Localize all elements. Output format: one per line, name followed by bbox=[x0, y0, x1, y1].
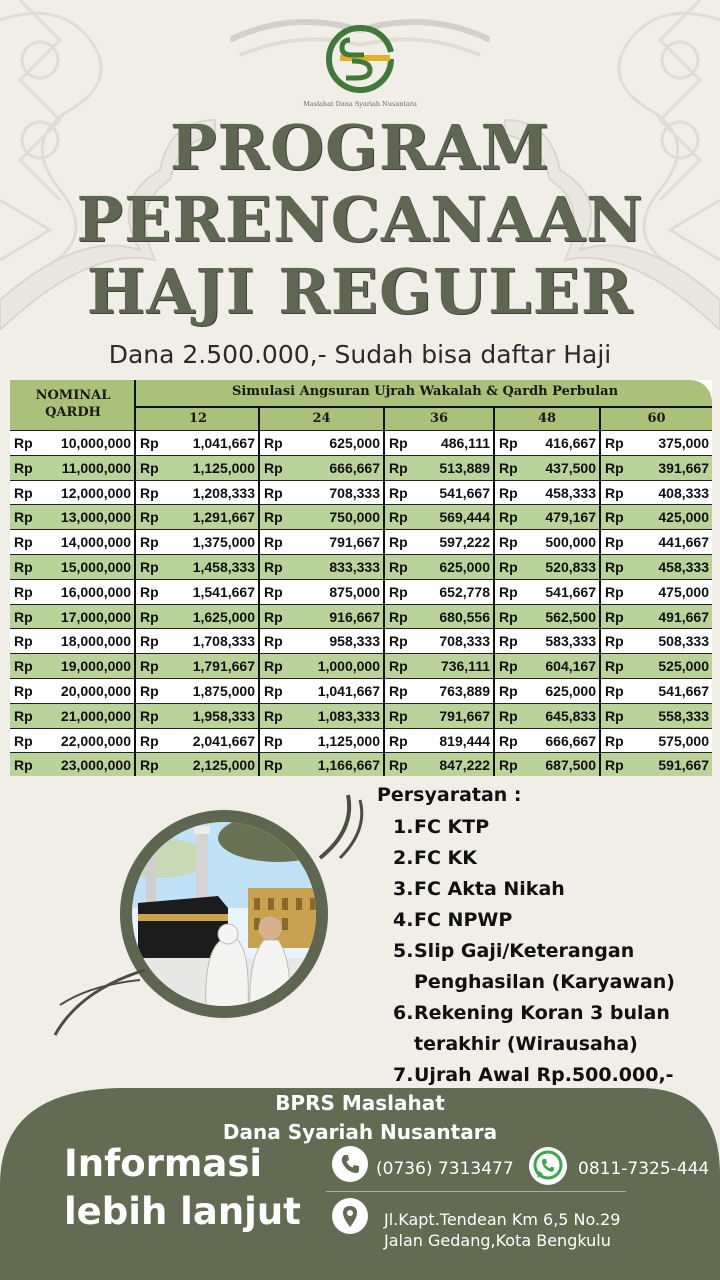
currency-label: Rp bbox=[264, 633, 283, 650]
installment-cell: 562,500 bbox=[545, 608, 596, 625]
requirement-item bbox=[393, 812, 713, 843]
currency-label: Rp bbox=[605, 633, 624, 650]
currency-label: Rp bbox=[264, 435, 283, 451]
currency-label: Rp bbox=[264, 732, 283, 749]
installment-cell: 520,833 bbox=[545, 559, 596, 575]
table-row bbox=[10, 579, 712, 604]
currency-label: Rp bbox=[14, 757, 33, 774]
column-divider bbox=[383, 406, 385, 776]
nominal-cell: 22,000,000 bbox=[60, 732, 131, 749]
installment-cell: 1,458,333 bbox=[192, 559, 255, 575]
currency-label: Rp bbox=[499, 633, 518, 650]
currency-label: Rp bbox=[264, 608, 283, 625]
currency-label: Rp bbox=[264, 707, 283, 724]
requirements-title: Persyaratan : bbox=[377, 784, 522, 806]
installment-cell: 791,667 bbox=[329, 534, 380, 551]
nominal-cell: 18,000,000 bbox=[60, 633, 131, 650]
requirement-item bbox=[393, 998, 713, 1060]
currency-label: Rp bbox=[605, 732, 624, 749]
installment-cell: 508,333 bbox=[658, 633, 709, 650]
installment-cell: 441,667 bbox=[658, 534, 709, 551]
decorative-curve-icon bbox=[310, 790, 370, 860]
installment-cell: 625,000 bbox=[439, 559, 490, 575]
logo-caption: Maslahat Dana Syariah Nusantara bbox=[303, 100, 417, 108]
requirement-text: FC NPWP bbox=[414, 909, 513, 931]
currency-label: Rp bbox=[389, 583, 408, 600]
currency-label: Rp bbox=[389, 658, 408, 675]
nominal-cell: 16,000,000 bbox=[60, 583, 131, 600]
currency-label: Rp bbox=[264, 757, 283, 774]
installment-cell: 652,778 bbox=[439, 583, 490, 600]
requirement-number: 7. bbox=[393, 1064, 414, 1086]
simulation-header: Simulasi Angsuran Ujrah Wakalah & Qardh Perbulan bbox=[231, 384, 619, 399]
nominal-cell: 11,000,000 bbox=[61, 459, 131, 476]
phone-number[interactable]: (0736) 7313477 bbox=[376, 1159, 514, 1179]
currency-label: Rp bbox=[14, 583, 33, 600]
nominal-cell: 23,000,000 bbox=[60, 757, 131, 774]
currency-label: Rp bbox=[14, 435, 33, 451]
requirement-item bbox=[393, 843, 713, 874]
table-row bbox=[10, 480, 712, 505]
installment-cell: 1,083,333 bbox=[317, 707, 380, 724]
currency-label: Rp bbox=[140, 658, 159, 675]
currency-label: Rp bbox=[140, 757, 159, 774]
requirement-number: 2. bbox=[393, 847, 414, 869]
whatsapp-number[interactable]: 0811-7325-444 bbox=[578, 1159, 710, 1179]
currency-label: Rp bbox=[140, 509, 159, 526]
currency-label: Rp bbox=[389, 484, 408, 501]
nominal-cell: 10,000,000 bbox=[60, 435, 131, 451]
installment-cell: 1,958,333 bbox=[192, 707, 255, 724]
currency-label: Rp bbox=[389, 509, 408, 526]
requirement-text: FC KTP bbox=[414, 816, 490, 838]
installment-cell: 491,667 bbox=[658, 608, 709, 625]
currency-label: Rp bbox=[389, 559, 408, 575]
installment-cell: 1,125,000 bbox=[317, 732, 380, 749]
installment-cell: 1,125,000 bbox=[192, 459, 255, 476]
installment-cell: 819,444 bbox=[439, 732, 490, 749]
installment-cell: 375,000 bbox=[658, 435, 709, 451]
installment-cell: 575,000 bbox=[658, 732, 709, 749]
column-divider bbox=[134, 380, 136, 776]
currency-label: Rp bbox=[605, 707, 624, 724]
currency-label: Rp bbox=[605, 435, 624, 451]
currency-label: Rp bbox=[140, 484, 159, 501]
currency-label: Rp bbox=[389, 757, 408, 774]
installment-cell: 708,333 bbox=[439, 633, 490, 650]
currency-label: Rp bbox=[264, 459, 283, 476]
nominal-header-line-2: QARDH bbox=[45, 405, 101, 420]
currency-label: Rp bbox=[140, 534, 159, 551]
nominal-cell: 21,000,000 bbox=[60, 707, 131, 724]
currency-label: Rp bbox=[140, 559, 159, 575]
requirement-text: FC KK bbox=[414, 847, 477, 869]
nominal-cell: 14,000,000 bbox=[60, 534, 131, 551]
page-title-line-1: PROGRAM bbox=[169, 111, 551, 184]
currency-label: Rp bbox=[14, 484, 33, 501]
requirement-text: Penghasilan (Karyawan) bbox=[414, 971, 675, 993]
info-heading-line-1: Informasi bbox=[64, 1142, 263, 1185]
month-header-12: 12 bbox=[188, 411, 208, 426]
installment-cell: 391,667 bbox=[658, 459, 709, 476]
column-divider bbox=[258, 406, 260, 776]
installment-cell: 666,667 bbox=[545, 732, 596, 749]
address-line-2: Jalan Gedang,Kota Bengkulu bbox=[384, 1231, 611, 1250]
requirements-list bbox=[393, 812, 713, 1091]
currency-label: Rp bbox=[499, 559, 518, 575]
requirement-text: FC Akta Nikah bbox=[414, 878, 565, 900]
installment-cell: 2,041,667 bbox=[192, 732, 255, 749]
location-pin-icon bbox=[332, 1198, 368, 1234]
installment-cell: 569,444 bbox=[439, 509, 490, 526]
requirement-text: terakhir (Wirausaha) bbox=[414, 1033, 638, 1055]
installment-cell: 1,541,667 bbox=[192, 583, 255, 600]
installment-cell: 541,667 bbox=[658, 683, 709, 699]
currency-label: Rp bbox=[605, 608, 624, 625]
subtitle: Dana 2.500.000,- Sudah bisa daftar Haji bbox=[108, 340, 612, 369]
nominal-cell: 15,000,000 bbox=[60, 559, 131, 575]
month-header-24: 24 bbox=[312, 411, 331, 426]
currency-label: Rp bbox=[605, 583, 624, 600]
currency-label: Rp bbox=[499, 484, 518, 501]
month-header-36: 36 bbox=[429, 411, 449, 426]
currency-label: Rp bbox=[140, 633, 159, 650]
nominal-cell: 13,000,000 bbox=[60, 509, 131, 526]
currency-label: Rp bbox=[499, 534, 518, 551]
address-line-1: Jl.Kapt.Tendean Km 6,5 No.29 bbox=[384, 1210, 621, 1229]
table-row bbox=[10, 728, 712, 753]
installment-cell: 958,333 bbox=[329, 633, 380, 650]
currency-label: Rp bbox=[389, 683, 408, 699]
currency-label: Rp bbox=[605, 658, 624, 675]
currency-label: Rp bbox=[14, 683, 33, 699]
month-header-60: 60 bbox=[647, 411, 666, 426]
table-row bbox=[10, 752, 712, 776]
currency-label: Rp bbox=[140, 608, 159, 625]
currency-label: Rp bbox=[605, 509, 624, 526]
bank-name-line-2: Dana Syariah Nusantara bbox=[222, 1120, 498, 1144]
currency-label: Rp bbox=[14, 559, 33, 575]
installment-cell: 597,222 bbox=[439, 534, 490, 551]
table-row bbox=[10, 703, 712, 728]
bank-name-line-1: BPRS Maslahat bbox=[275, 1091, 445, 1115]
nominal-qardh-header bbox=[10, 380, 136, 430]
installment-cell: 458,333 bbox=[545, 484, 596, 501]
installment-cell: 1,166,667 bbox=[317, 757, 380, 774]
currency-label: Rp bbox=[499, 583, 518, 600]
requirement-item bbox=[393, 874, 713, 905]
currency-label: Rp bbox=[14, 608, 33, 625]
info-heading-line-2: lebih lanjut bbox=[64, 1190, 301, 1233]
requirement-text: Slip Gaji/Keterangan bbox=[414, 940, 635, 962]
installment-cell: 425,000 bbox=[658, 509, 709, 526]
installment-cell: 1,041,667 bbox=[317, 683, 380, 699]
installment-cell: 1,708,333 bbox=[192, 633, 255, 650]
table-row bbox=[10, 653, 712, 678]
phone-icon bbox=[332, 1146, 368, 1182]
column-divider bbox=[599, 406, 601, 776]
installment-cell: 763,889 bbox=[439, 683, 490, 699]
requirement-item bbox=[393, 936, 713, 998]
currency-label: Rp bbox=[14, 534, 33, 551]
currency-label: Rp bbox=[605, 559, 624, 575]
whatsapp-icon bbox=[528, 1146, 568, 1186]
currency-label: Rp bbox=[499, 435, 518, 451]
installment-cell: 750,000 bbox=[329, 509, 380, 526]
installment-cell: 513,889 bbox=[439, 459, 490, 476]
nominal-header-line-1: NOMINAL bbox=[35, 388, 111, 403]
currency-label: Rp bbox=[389, 608, 408, 625]
nominal-cell: 17,000,000 bbox=[60, 608, 131, 625]
table-row bbox=[10, 430, 712, 455]
requirement-text: Ujrah Awal Rp.500.000,- bbox=[414, 1064, 674, 1086]
installment-cell: 541,667 bbox=[545, 583, 596, 600]
installment-cell: 847,222 bbox=[439, 757, 490, 774]
installment-cell: 833,333 bbox=[329, 559, 380, 575]
currency-label: Rp bbox=[499, 509, 518, 526]
currency-label: Rp bbox=[499, 683, 518, 699]
installment-cell: 1,791,667 bbox=[192, 658, 255, 675]
currency-label: Rp bbox=[389, 633, 408, 650]
currency-label: Rp bbox=[389, 435, 408, 451]
installment-cell: 1,000,000 bbox=[317, 658, 380, 675]
requirement-item bbox=[393, 905, 713, 936]
installment-cell: 875,000 bbox=[329, 583, 380, 600]
installment-cell: 525,000 bbox=[658, 658, 709, 675]
installment-cell: 625,000 bbox=[329, 435, 380, 451]
currency-label: Rp bbox=[140, 707, 159, 724]
installment-cell: 500,000 bbox=[545, 534, 596, 551]
requirement-number: 1. bbox=[393, 816, 414, 838]
installment-cell: 916,667 bbox=[329, 608, 380, 625]
nominal-cell: 20,000,000 bbox=[60, 683, 131, 699]
requirement-number: 4. bbox=[393, 909, 414, 931]
currency-label: Rp bbox=[499, 757, 518, 774]
installment-cell: 458,333 bbox=[658, 559, 709, 575]
contact-divider bbox=[326, 1191, 626, 1192]
currency-label: Rp bbox=[499, 707, 518, 724]
table-row bbox=[10, 678, 712, 703]
nominal-cell: 19,000,000 bbox=[60, 658, 131, 675]
currency-label: Rp bbox=[499, 608, 518, 625]
installment-cell: 541,667 bbox=[439, 484, 490, 501]
currency-label: Rp bbox=[140, 583, 159, 600]
installment-cell: 1,041,667 bbox=[192, 435, 255, 451]
installment-cell: 736,111 bbox=[440, 658, 490, 675]
currency-label: Rp bbox=[264, 559, 283, 575]
currency-label: Rp bbox=[264, 484, 283, 501]
installment-cell: 1,208,333 bbox=[192, 484, 255, 501]
installment-cell: 486,111 bbox=[440, 435, 490, 451]
currency-label: Rp bbox=[605, 757, 624, 774]
currency-label: Rp bbox=[389, 707, 408, 724]
table-row bbox=[10, 604, 712, 629]
installment-cell: 416,667 bbox=[545, 435, 596, 451]
installment-cell: 666,667 bbox=[329, 459, 380, 476]
installment-cell: 645,833 bbox=[545, 707, 596, 724]
currency-label: Rp bbox=[140, 683, 159, 699]
currency-label: Rp bbox=[389, 459, 408, 476]
installment-cell: 1,375,000 bbox=[192, 534, 255, 551]
installment-cell: 583,333 bbox=[545, 633, 596, 650]
installment-cell: 1,291,667 bbox=[192, 509, 255, 526]
currency-label: Rp bbox=[264, 658, 283, 675]
installment-cell: 604,167 bbox=[545, 658, 596, 675]
table-row bbox=[10, 628, 712, 653]
installment-cell: 475,000 bbox=[658, 583, 709, 600]
page-title-line-2: PERENCANAAN bbox=[76, 183, 644, 256]
month-header-48: 48 bbox=[537, 411, 557, 426]
currency-label: Rp bbox=[264, 583, 283, 600]
currency-label: Rp bbox=[14, 732, 33, 749]
currency-label: Rp bbox=[14, 658, 33, 675]
installment-simulation-table bbox=[10, 380, 712, 776]
currency-label: Rp bbox=[605, 534, 624, 551]
installment-cell: 1,875,000 bbox=[192, 683, 255, 699]
requirement-number: 3. bbox=[393, 878, 414, 900]
table-row bbox=[10, 455, 712, 480]
decorative-curve-icon bbox=[50, 960, 150, 1040]
table-row bbox=[10, 504, 712, 529]
column-divider bbox=[493, 406, 495, 776]
currency-label: Rp bbox=[605, 683, 624, 699]
installment-cell: 680,556 bbox=[439, 608, 490, 625]
currency-label: Rp bbox=[264, 534, 283, 551]
currency-label: Rp bbox=[140, 459, 159, 476]
currency-label: Rp bbox=[14, 459, 33, 476]
currency-label: Rp bbox=[14, 633, 33, 650]
table-row bbox=[10, 529, 712, 554]
installment-cell: 2,125,000 bbox=[192, 757, 255, 774]
currency-label: Rp bbox=[140, 732, 159, 749]
currency-label: Rp bbox=[389, 732, 408, 749]
installment-cell: 437,500 bbox=[545, 459, 596, 476]
installment-cell: 591,667 bbox=[658, 757, 709, 774]
installment-cell: 791,667 bbox=[439, 707, 490, 724]
requirement-number: 5. bbox=[393, 940, 414, 962]
installment-cell: 558,333 bbox=[658, 707, 709, 724]
currency-label: Rp bbox=[14, 509, 33, 526]
currency-label: Rp bbox=[264, 509, 283, 526]
sdg-logo-icon bbox=[320, 22, 400, 96]
currency-label: Rp bbox=[14, 707, 33, 724]
currency-label: Rp bbox=[605, 459, 624, 476]
currency-label: Rp bbox=[605, 484, 624, 501]
currency-label: Rp bbox=[499, 658, 518, 675]
nominal-cell: 12,000,000 bbox=[60, 484, 131, 501]
installment-cell: 479,167 bbox=[545, 509, 596, 526]
installment-cell: 687,500 bbox=[545, 757, 596, 774]
currency-label: Rp bbox=[389, 534, 408, 551]
requirement-text: Rekening Koran 3 bulan bbox=[414, 1002, 670, 1024]
installment-cell: 408,333 bbox=[658, 484, 709, 501]
table-row bbox=[10, 554, 712, 579]
brand-logo bbox=[300, 22, 420, 108]
page-title-line-3: HAJI REGULER bbox=[86, 255, 634, 328]
currency-label: Rp bbox=[499, 459, 518, 476]
currency-label: Rp bbox=[140, 435, 159, 451]
installment-cell: 708,333 bbox=[329, 484, 380, 501]
currency-label: Rp bbox=[499, 732, 518, 749]
requirement-number: 6. bbox=[393, 1002, 414, 1024]
currency-label: Rp bbox=[264, 683, 283, 699]
installment-cell: 1,625,000 bbox=[192, 608, 255, 625]
installment-cell: 625,000 bbox=[545, 683, 596, 699]
